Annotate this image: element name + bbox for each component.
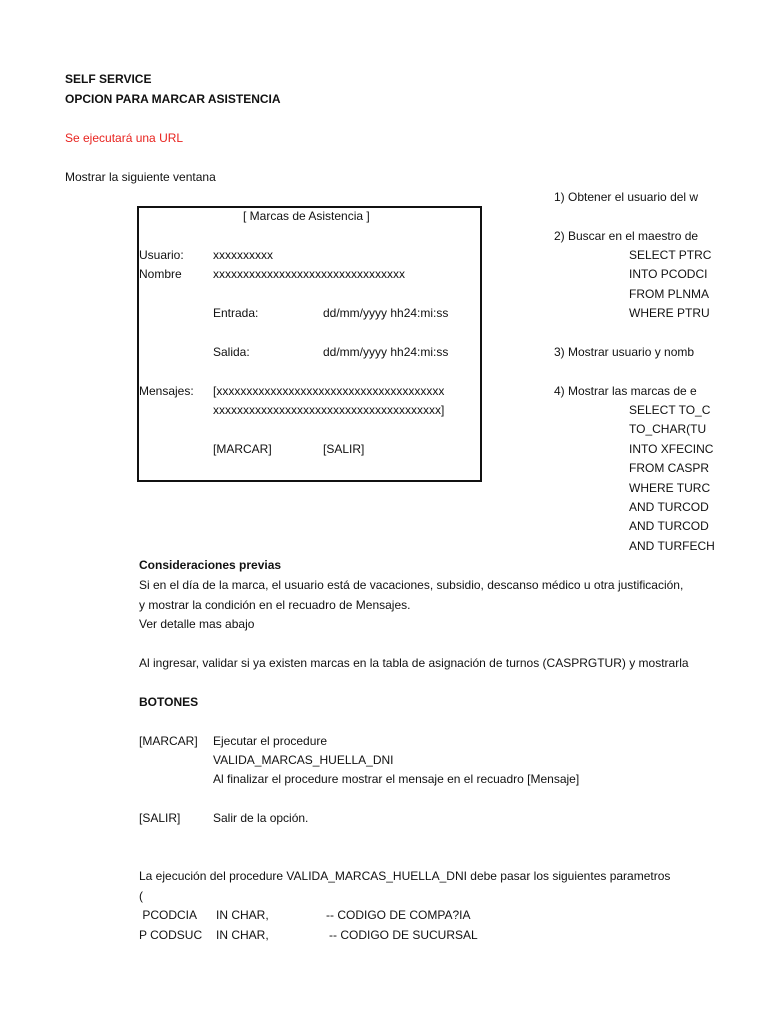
step-4-sql-line: AND TURFECH bbox=[629, 539, 715, 553]
entrada-value: dd/mm/yyyy hh24:mi:ss bbox=[323, 306, 449, 320]
buttons-section-title: BOTONES bbox=[139, 695, 199, 709]
window-title: [ Marcas de Asistencia ] bbox=[243, 209, 370, 223]
step-3: 3) Mostrar usuario y nomb bbox=[554, 345, 695, 359]
step-4: 4) Mostrar las marcas de e bbox=[554, 384, 697, 398]
marcar-desc: Al finalizar el procedure mostrar el mensaje en el recuadro [Mensaje] bbox=[213, 772, 580, 786]
doc-title: SELF SERVICE bbox=[65, 72, 152, 86]
salir-desc: Salir de la opción. bbox=[213, 811, 309, 825]
salida-label: Salida: bbox=[213, 345, 250, 359]
step-4-sql-line: SELECT TO_C bbox=[629, 403, 711, 417]
param-type: IN CHAR, bbox=[216, 908, 269, 922]
marcar-label: [MARCAR] bbox=[139, 734, 198, 748]
entrada-label: Entrada: bbox=[213, 306, 259, 320]
url-note: Se ejecutará una URL bbox=[65, 131, 184, 145]
salida-value: dd/mm/yyyy hh24:mi:ss bbox=[323, 345, 449, 359]
param-name: P CODSUC bbox=[139, 928, 203, 942]
mensajes-label: Mensajes: bbox=[139, 384, 194, 398]
marcar-button[interactable]: [MARCAR] bbox=[213, 442, 272, 456]
marcar-desc: Ejecutar el procedure bbox=[213, 734, 328, 748]
mensajes-line-2: xxxxxxxxxxxxxxxxxxxxxxxxxxxxxxxxxxxxxx] bbox=[213, 403, 445, 417]
step-2-sql-line: SELECT PTRC bbox=[629, 248, 712, 262]
step-1: 1) Obtener el usuario del w bbox=[554, 190, 699, 204]
procedure-paren: ( bbox=[139, 889, 143, 903]
step-2-sql-line: INTO PCODCI bbox=[629, 267, 708, 281]
usuario-value: xxxxxxxxxx bbox=[213, 248, 273, 262]
step-4-sql-line: AND TURCOD bbox=[629, 500, 709, 514]
considerations-line: Si en el día de la marca, el usuario está de vacaciones, subsidio, descanso médico u otra justificación, bbox=[139, 578, 684, 592]
considerations-line: y mostrar la condición en el recuadro de Mensajes. bbox=[139, 598, 411, 612]
step-4-sql-line: FROM CASPR bbox=[629, 461, 710, 475]
salir-label: [SALIR] bbox=[139, 811, 181, 825]
considerations-line: Ver detalle mas abajo bbox=[139, 617, 255, 631]
procedure-intro: La ejecución del procedure VALIDA_MARCAS_HUELLA_DNI debe pasar los siguientes parametros bbox=[139, 869, 671, 883]
salir-button[interactable]: [SALIR] bbox=[323, 442, 365, 456]
considerations-line: Al ingresar, validar si ya existen marcas en la tabla de asignación de turnos (CASPRGTUR) y mostrarla bbox=[139, 656, 689, 670]
nombre-label: Nombre bbox=[139, 267, 182, 281]
param-comment: -- CODIGO DE SUCURSAL bbox=[329, 928, 478, 942]
step-4-sql-line: WHERE TURC bbox=[629, 481, 711, 495]
doc-subtitle: OPCION PARA MARCAR ASISTENCIA bbox=[65, 92, 281, 106]
show-window-text: Mostrar la siguiente ventana bbox=[65, 170, 216, 184]
considerations-title: Consideraciones previas bbox=[139, 558, 282, 572]
param-comment: -- CODIGO DE COMPA?IA bbox=[326, 908, 471, 922]
step-2-sql-line: FROM PLNMA bbox=[629, 287, 710, 301]
step-4-sql-line: INTO XFECINC bbox=[629, 442, 714, 456]
step-2-sql-line: WHERE PTRU bbox=[629, 306, 710, 320]
nombre-value: xxxxxxxxxxxxxxxxxxxxxxxxxxxxxxxx bbox=[213, 267, 405, 281]
step-2: 2) Buscar en el maestro de bbox=[554, 229, 699, 243]
step-4-sql-line: TO_CHAR(TU bbox=[629, 422, 707, 436]
usuario-label: Usuario: bbox=[139, 248, 184, 262]
marcar-desc: VALIDA_MARCAS_HUELLA_DNI bbox=[213, 753, 394, 767]
param-type: IN CHAR, bbox=[216, 928, 269, 942]
param-name: PCODCIA bbox=[139, 908, 198, 922]
mensajes-line-1: [xxxxxxxxxxxxxxxxxxxxxxxxxxxxxxxxxxxxxx bbox=[213, 384, 445, 398]
step-4-sql-line: AND TURCOD bbox=[629, 519, 709, 533]
